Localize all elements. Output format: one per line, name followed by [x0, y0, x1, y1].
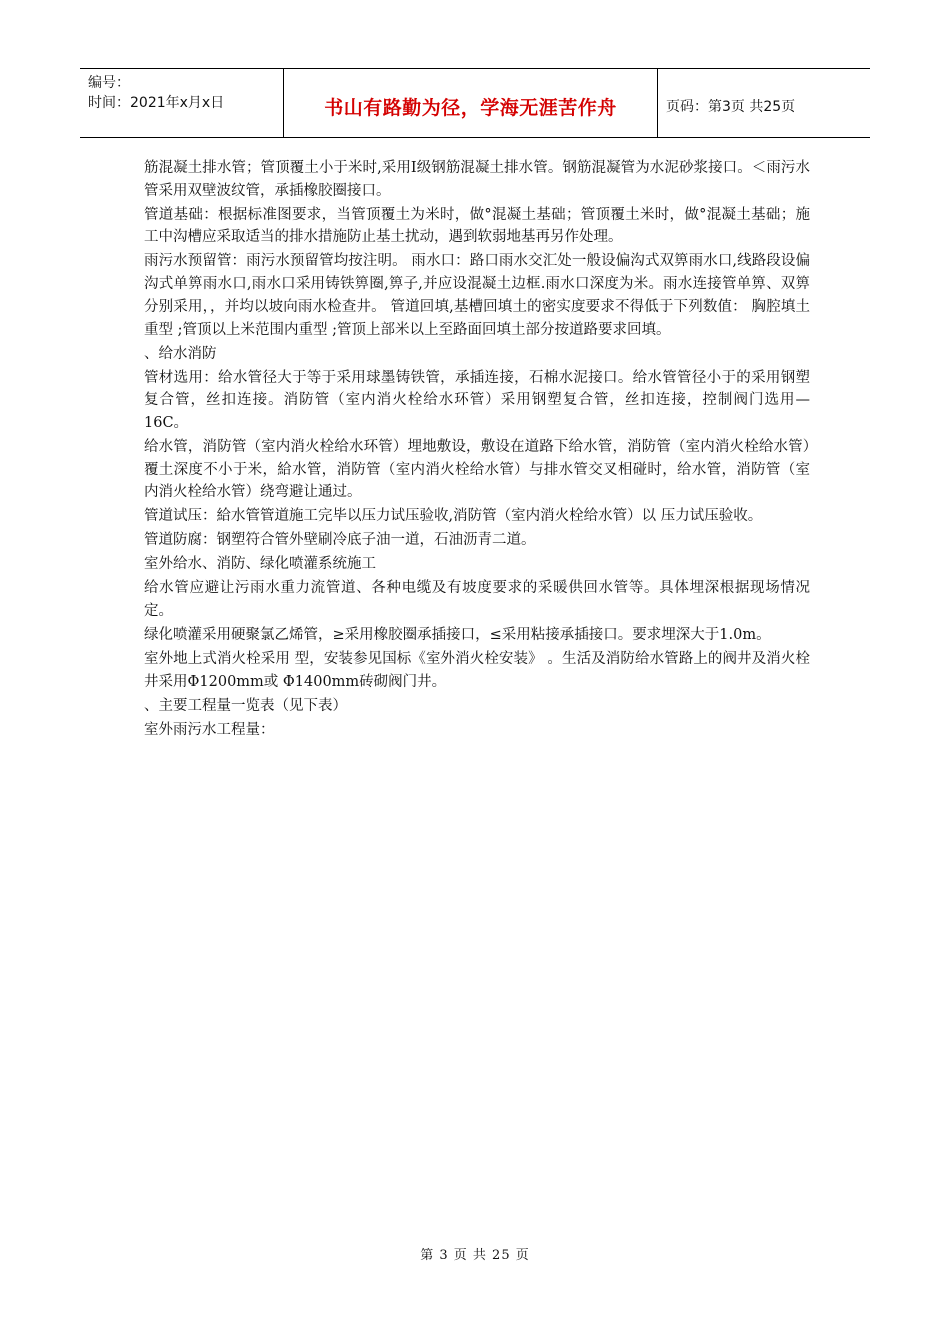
- paragraph: 给水管应避让污雨水重力流管道、各种电缆及有坡度要求的采暖供回水管等。具体埋深根据现场情况定。: [144, 580, 810, 620]
- paragraph: 管材选用：给水管径大于等于采用球墨铸铁管，承插连接，石棉水泥接口。给水管管径小于的采用钢塑复合管，丝扣连接。消防管（室内消火栓给水环管）采用钢塑复合管，丝扣连接，控制阀门选用—16C。: [144, 369, 810, 431]
- paragraph: 给水管，消防管（室内消火栓给水环管）埋地敷设，敷设在道路下给水管，消防管（室内消火栓给水管）覆土深度不小于米，給水管，消防管（室内消火栓给水管）与排水管交叉相碰时，给水管，消防管（室内消火栓给水管）绕弯避让通过。: [144, 438, 810, 501]
- paragraph: 管道防腐：钢塑符合管外壁刷冷底子油一道，石油沥青二道。: [144, 532, 536, 549]
- paragraph: 管道基础：根据标准图要求，当管顶覆土为米时，做°混凝土基础；管顶覆土米时，做°混凝土基础；施工中沟槽应采取适当的排水措施防止基土扰动，遇到软弱地基再另作处理。: [144, 206, 810, 246]
- page-header: [80, 68, 870, 138]
- paragraph: 雨污水预留管：雨污水预留管均按注明。 雨水口：路口雨水交汇处一般设偏沟式双箅雨水口,线路段设偏沟式单箅雨水口,雨水口采用铸铁箅圈,箅子,并应设混凝土边框.雨水口深度为米。雨水连接管单箅、双箅分别采用，，并均以坡向雨水检查井。 管道回填,基槽回填土的密实度要求不得低于下列数值： 胸腔填土重型 ;管顶以上米范围内重型 ;管顶上部米以上至路面回填土部分按道路要求回填。: [144, 253, 810, 338]
- paragraph: 室外雨污水工程量：: [144, 721, 275, 738]
- paragraph: 筋混凝土排水管；管顶覆土小于米时,采用Ⅰ级钢筋混凝土排水管。钢筋混凝管为水泥砂浆接口。＜雨污水管采用双壁波纹管，承插橡胶圈接口。: [144, 160, 810, 199]
- header-motto: 书山有路勤为径，学海无涯苦作舟: [324, 96, 617, 119]
- header-meta: [80, 69, 284, 137]
- section-heading: 、主要工程量一览表（见下表）: [144, 697, 347, 714]
- header-page-cell: [658, 69, 870, 137]
- paragraph: 绿化喷灌采用硬聚氯乙烯管，≥采用橡胶圈承插接口，≤采用粘接承插接口。要求埋深大于1.0m。: [144, 627, 771, 644]
- header-motto-cell: [284, 69, 658, 137]
- document-number: 编号：: [88, 75, 130, 91]
- paragraph: 室外地上式消火栓采用 型，安装参见国标《室外消火栓安装》 。生活及消防给水管路上的阀井及消火栓井采用Φ1200mm或 Φ1400mm砖砌阀门井。: [144, 651, 810, 690]
- paragraph: 管道试压：給水管管道施工完毕以压力试压验收,消防管（室内消火栓给水管）以 压力试压验收。: [144, 508, 763, 525]
- section-heading: 、给水消防: [144, 345, 217, 362]
- document-body: [144, 157, 810, 743]
- page-footer: 第 3 页 共 25 页: [420, 1248, 530, 1263]
- section-heading: 室外给水、消防、绿化喷灌系统施工: [144, 556, 376, 573]
- header-page-number: 页码：第3页 共25页: [666, 99, 796, 115]
- document-date: 时间：2021年x月x日: [88, 95, 225, 111]
